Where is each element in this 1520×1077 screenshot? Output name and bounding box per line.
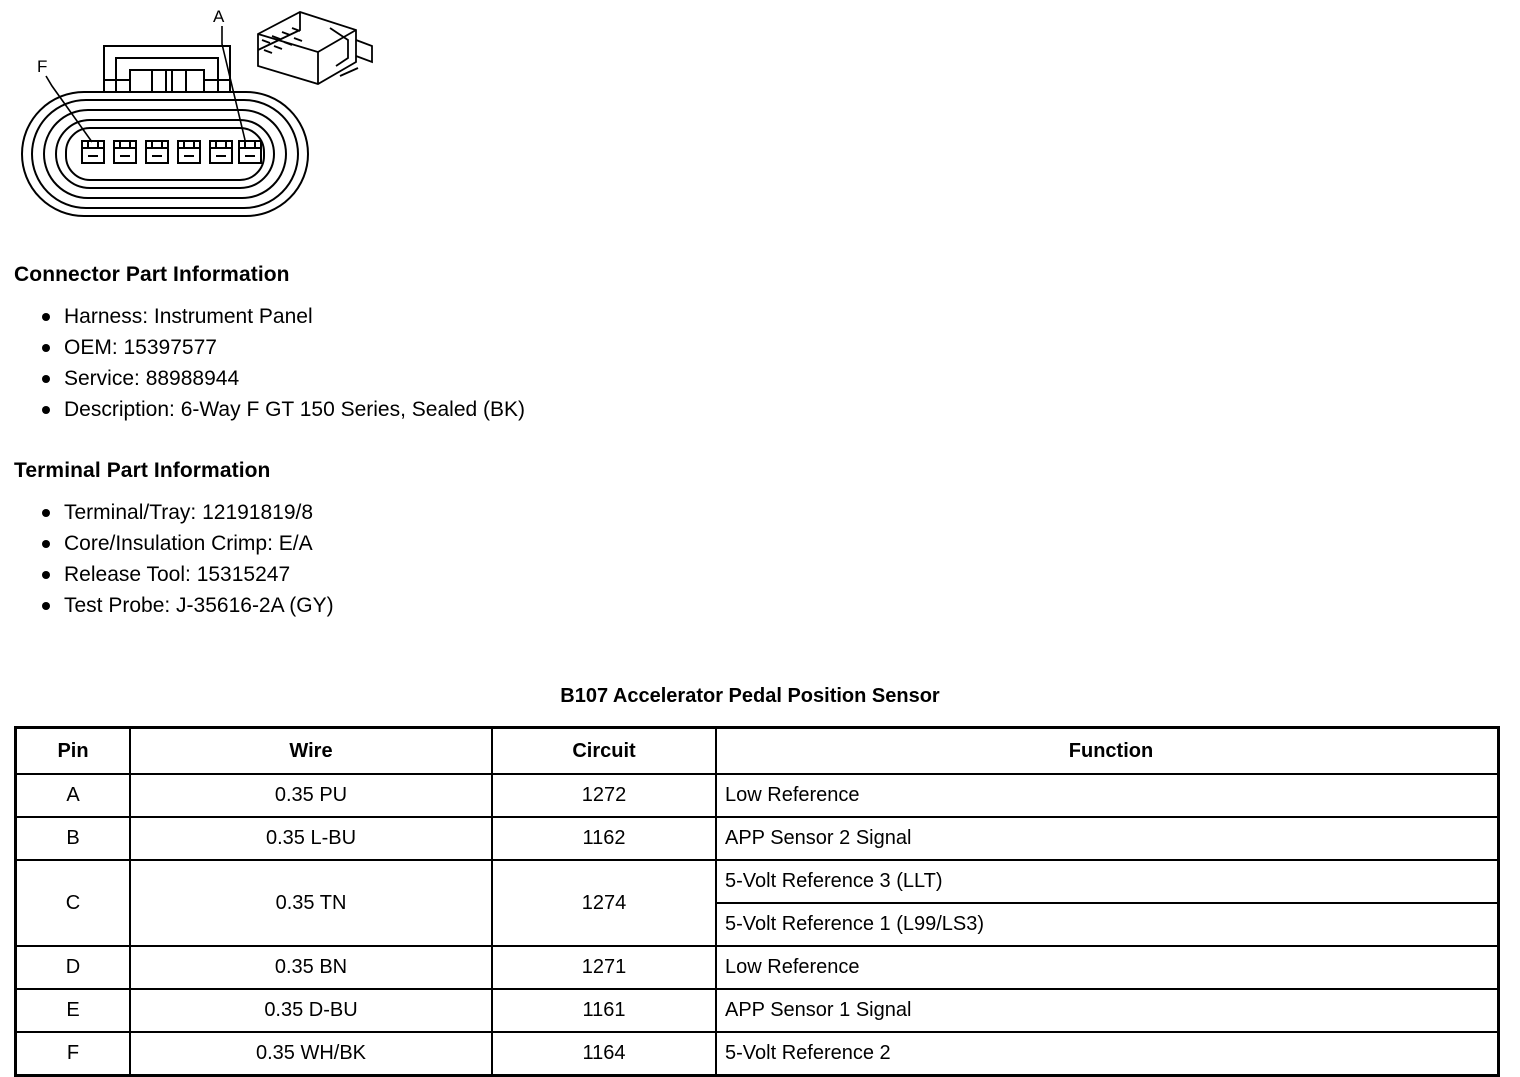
table-row — [16, 946, 1499, 989]
column-header-pin: Pin — [16, 728, 131, 775]
cell-circuit: 1161 — [492, 989, 716, 1032]
cell-circuit: 1164 — [492, 1032, 716, 1076]
cell-wire: 0.35 PU — [130, 774, 492, 817]
cell-pin: B — [16, 817, 131, 860]
list-item — [14, 559, 334, 590]
bullet-icon — [42, 313, 50, 321]
bullet-icon — [42, 375, 50, 383]
list-item — [14, 497, 334, 528]
list-item — [14, 363, 525, 394]
list-item — [14, 301, 525, 332]
table-row — [16, 817, 1499, 860]
cell-wire: 0.35 D-BU — [130, 989, 492, 1032]
callout-label-a: A — [213, 7, 225, 26]
cell-function: 5-Volt Reference 3 (LLT) — [716, 860, 1499, 903]
list-item-label: Terminal/Tray: 12191819/8 — [64, 501, 314, 524]
pin-table — [14, 726, 1500, 1077]
cell-circuit: 1162 — [492, 817, 716, 860]
cell-function: 5-Volt Reference 2 — [716, 1032, 1499, 1076]
bullet-icon — [42, 571, 50, 579]
cell-function: APP Sensor 1 Signal — [716, 989, 1499, 1032]
connector-part-information-heading: Connector Part Information — [14, 263, 290, 286]
bullet-icon — [42, 406, 50, 414]
table-row — [16, 989, 1499, 1032]
cell-circuit: 1274 — [492, 860, 716, 946]
pin-table-title: B107 Accelerator Pedal Position Sensor — [560, 685, 940, 707]
list-item-label: Harness: Instrument Panel — [64, 305, 313, 328]
list-item-label: Release Tool: 15315247 — [64, 563, 291, 586]
cell-function: 5-Volt Reference 1 (L99/LS3) — [716, 903, 1499, 946]
table-row — [16, 1032, 1499, 1076]
cell-pin: C — [16, 860, 131, 946]
list-item — [14, 394, 525, 425]
bullet-icon — [42, 602, 50, 610]
bullet-icon — [42, 509, 50, 517]
list-item — [14, 528, 334, 559]
cell-pin: E — [16, 989, 131, 1032]
terminal-part-information-heading: Terminal Part Information — [14, 459, 271, 482]
cell-function: Low Reference — [716, 946, 1499, 989]
pin-table-container — [14, 726, 1500, 1077]
table-row — [16, 860, 1499, 903]
list-item-label: Description: 6-Way F GT 150 Series, Sealed (BK) — [64, 398, 526, 421]
terminal-part-information-section — [14, 459, 334, 621]
list-item-label: Core/Insulation Crimp: E/A — [64, 532, 313, 555]
cell-wire: 0.35 WH/BK — [130, 1032, 492, 1076]
list-item — [14, 590, 334, 621]
bullet-icon — [42, 344, 50, 352]
list-item — [14, 332, 525, 363]
connector-part-information-section — [14, 263, 525, 425]
cell-function: APP Sensor 2 Signal — [716, 817, 1499, 860]
cell-wire: 0.35 L-BU — [130, 817, 492, 860]
column-header-circuit: Circuit — [492, 728, 716, 775]
terminal-part-information-list — [14, 497, 334, 621]
cell-pin: A — [16, 774, 131, 817]
table-row — [16, 774, 1499, 817]
table-header-row — [16, 728, 1499, 775]
list-item-label: OEM: 15397577 — [64, 336, 217, 359]
cell-pin: D — [16, 946, 131, 989]
cell-circuit: 1271 — [492, 946, 716, 989]
list-item-label: Service: 88988944 — [64, 367, 240, 390]
bullet-icon — [42, 540, 50, 548]
list-item-label: Test Probe: J-35616-2A (GY) — [64, 594, 334, 617]
cell-wire: 0.35 TN — [130, 860, 492, 946]
cell-circuit: 1272 — [492, 774, 716, 817]
column-header-function: Function — [716, 728, 1499, 775]
column-header-wire: Wire — [130, 728, 492, 775]
connector-part-information-list — [14, 301, 525, 425]
connector-illustration — [0, 0, 420, 250]
cell-wire: 0.35 BN — [130, 946, 492, 989]
cell-function: Low Reference — [716, 774, 1499, 817]
callout-label-f: F — [37, 57, 48, 76]
cell-pin: F — [16, 1032, 131, 1076]
